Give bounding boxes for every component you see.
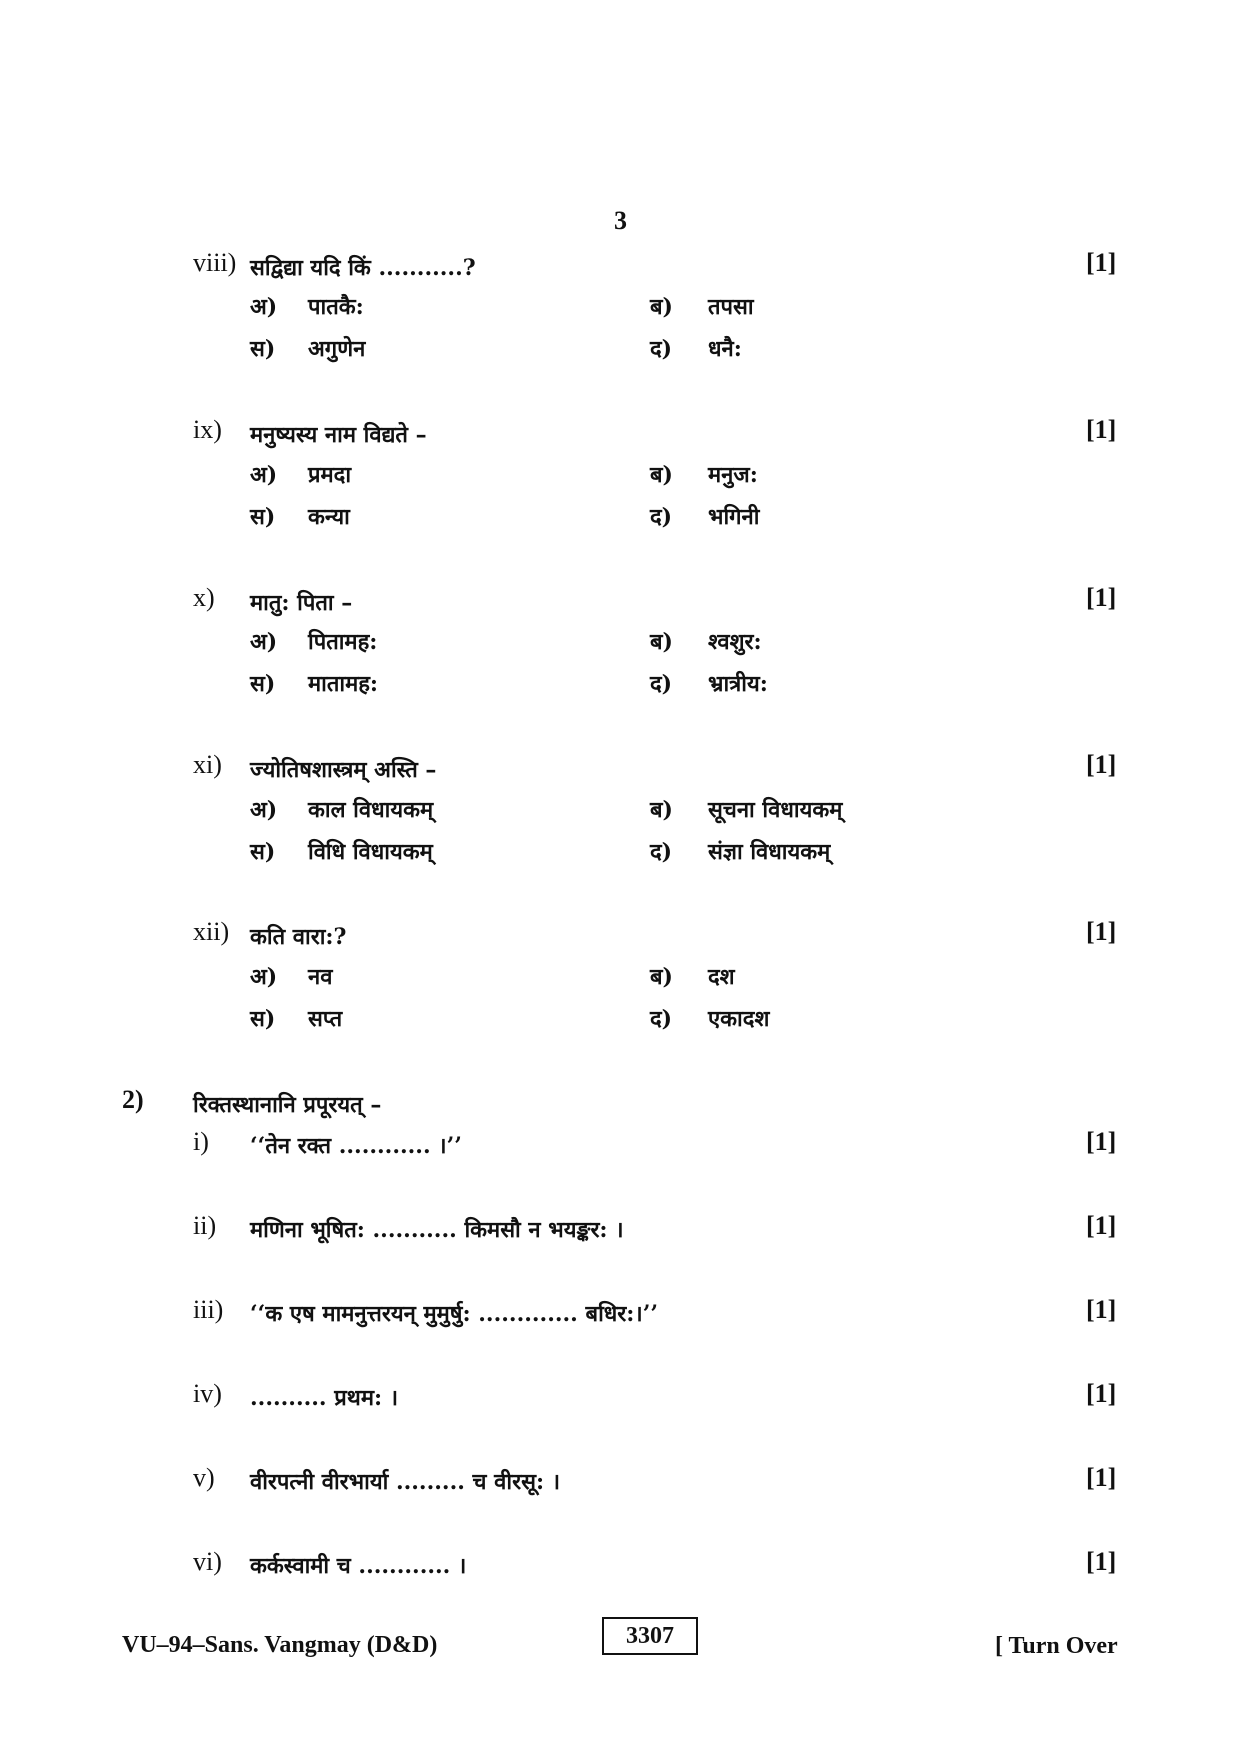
question-text: सद्विद्या यदि किं ...........?	[250, 255, 476, 281]
option-text: काल विधायकम्	[308, 797, 434, 823]
option-letter: अ)	[250, 462, 278, 488]
option-letter: अ)	[250, 629, 278, 655]
option-letter: द)	[650, 1006, 673, 1032]
question-number: iii)	[193, 1295, 224, 1324]
question-text: वीरपत्नी वीरभार्या ......... च वीरसू: ।	[250, 1469, 561, 1495]
option-text: सप्त	[308, 1006, 343, 1032]
marks: [1]	[1086, 583, 1117, 612]
option-letter: स)	[250, 839, 276, 865]
marks: [1]	[1086, 1463, 1117, 1492]
option-text: प्रमदा	[308, 462, 352, 488]
section-title: रिक्तस्थानानि प्रपूरयत् –	[193, 1092, 382, 1118]
question-number: vi)	[193, 1547, 222, 1576]
question-text: मातु: पिता –	[250, 590, 353, 616]
option-text: अगुणेन	[308, 336, 366, 362]
option-text: तपसा	[708, 294, 754, 320]
marks: [1]	[1086, 1127, 1117, 1156]
question-number: iv)	[193, 1379, 222, 1408]
marks: [1]	[1086, 1379, 1117, 1408]
marks: [1]	[1086, 415, 1117, 444]
question-number: ii)	[193, 1211, 217, 1240]
option-letter: ब)	[650, 797, 673, 823]
option-letter: द)	[650, 671, 673, 697]
question-number: xi)	[193, 750, 222, 779]
footer-paper-code: 3307	[602, 1617, 698, 1655]
option-text: मनुज:	[708, 462, 758, 488]
footer-paper-title: VU–94–Sans. Vangmay (D&D)	[122, 1632, 438, 1658]
footer-turn-over: [ Turn Over	[995, 1633, 1118, 1659]
option-letter: स)	[250, 336, 276, 362]
option-text: पितामह:	[308, 629, 378, 655]
question-number: v)	[193, 1463, 215, 1492]
option-letter: अ)	[250, 964, 278, 990]
question-text: .......... प्रथम: ।	[250, 1385, 399, 1411]
option-letter: स)	[250, 1006, 276, 1032]
question-number: x)	[193, 583, 215, 612]
question-text: कर्कस्वामी च ............ ।	[250, 1553, 467, 1579]
marks: [1]	[1086, 1547, 1117, 1576]
option-text: नव	[308, 964, 333, 990]
option-text: धनै:	[708, 336, 742, 362]
option-letter: द)	[650, 336, 673, 362]
question-number: xii)	[193, 917, 230, 946]
question-text: मनुष्यस्य नाम विद्यते –	[250, 422, 427, 448]
option-letter: द)	[650, 839, 673, 865]
question-text: ‘‘तेन रक्त ............ ।’’	[250, 1133, 462, 1159]
marks: [1]	[1086, 1211, 1117, 1240]
question-text: ‘‘क एष मामनुत्तरयन् मुमुर्षु: ............. बधिर:।’’	[250, 1301, 659, 1327]
option-text: संज्ञा विधायकम्	[708, 839, 831, 865]
option-text: भ्रात्रीय:	[708, 671, 768, 697]
option-letter: अ)	[250, 797, 278, 823]
question-number: viii)	[193, 248, 237, 277]
option-letter: अ)	[250, 294, 278, 320]
marks: [1]	[1086, 917, 1117, 946]
option-text: पातकै:	[308, 294, 364, 320]
option-text: विधि विधायकम्	[308, 839, 433, 865]
question-text: ज्योतिषशास्त्रम् अस्ति –	[250, 757, 437, 783]
option-letter: ब)	[650, 462, 673, 488]
marks: [1]	[1086, 1295, 1117, 1324]
option-text: मातामह:	[308, 671, 379, 697]
option-text: दश	[708, 964, 735, 990]
option-text: कन्या	[308, 504, 350, 530]
question-number: i)	[193, 1127, 209, 1156]
marks: [1]	[1086, 248, 1117, 277]
option-letter: स)	[250, 504, 276, 530]
option-letter: ब)	[650, 629, 673, 655]
marks: [1]	[1086, 750, 1117, 779]
question-number: ix)	[193, 415, 222, 444]
question-text: मणिना भूषित: ........... किमसौ न भयङ्कर: ।	[250, 1217, 624, 1243]
section-number: 2)	[122, 1085, 144, 1114]
option-letter: ब)	[650, 294, 673, 320]
page-number: 3	[614, 206, 627, 235]
option-text: एकादश	[708, 1006, 770, 1032]
question-text: कति वारा:?	[250, 924, 347, 950]
option-text: भगिनी	[708, 504, 760, 530]
option-text: श्वशुर:	[708, 629, 762, 655]
option-letter: ब)	[650, 964, 673, 990]
option-letter: स)	[250, 671, 276, 697]
option-letter: द)	[650, 504, 673, 530]
option-text: सूचना विधायकम्	[708, 797, 843, 823]
